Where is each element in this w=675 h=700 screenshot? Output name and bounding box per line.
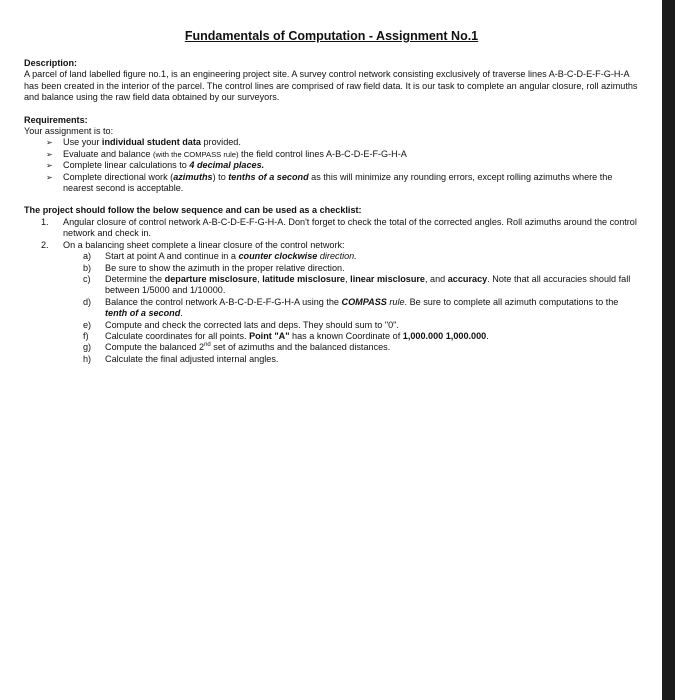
requirement-item: ➢ Complete directional work (azimuths) to tenths of a second as this will minimize any rounding errors, except rolling azimuths where the nearest second is acceptable. [46,171,613,194]
arrow-bullet-icon: ➢ [46,161,53,171]
requirements-intro: Your assignment is to: [24,126,114,137]
requirement-item: ➢ Complete linear calculations to 4 decimal places. [46,160,265,171]
sub-step: a) Start at point A and continue in a counter clockwise direction. [83,251,357,262]
requirements-heading: Requirements: [24,114,88,125]
description-section [24,58,639,104]
sub-step: d) Balance the control network A-B-C-D-E-F-G-H-A using the COMPASS rule. Be sure to complete all azimuth computations to the tenth of a second. [83,296,619,319]
sub-step: b) Be sure to show the azimuth in the proper relative direction. [83,262,345,273]
page-edge-shadow [662,0,675,700]
arrow-bullet-icon: ➢ [46,149,53,159]
description-text: A parcel of land labelled figure no.1, is an engineering project site. A survey control network consisting exclusively of traverse lines A-B-C-D-E-F-G-H-A has been created in the interior of the parcel. The control lines are comprised of raw field data. It is our task to complete an angular closure, roll azimuths and balance using the raw field data obtained by our surveyors. [24,69,638,103]
requirements-list [24,137,639,194]
sub-step: c) Determine the departure misclosure, latitude misclosure, linear misclosure, and accuracy. Note that all accuracies should fall between 1/5000 and 1/10000. [83,273,631,296]
sub-step-list [63,251,639,365]
sub-step: f) Calculate coordinates for all points. Point "A" has a known Coordinate of 1,000.000 1,000.000. [83,330,489,341]
requirement-item: ➢ Use your individual student data provided. [46,137,241,148]
arrow-bullet-icon: ➢ [46,138,53,148]
sequence-step: 2. On a balancing sheet complete a linear closure of the control network: a) Start at point A and continue in a counter clockwise direction. b) Be sure to show the azimuth in the proper relative direction. c) Determine the departure misclosure, latitude misclosure, linear misclosure, and accuracy. Note that all accuracies should fall between 1/5000 and 1/10000. d) Balance the control network A-B-C-D-E-F-G-H-A using the COMPASS rule. Be sure to complete all azimuth computations to the tenth of a second. e) Compute and check the corrected lats and deps. They should sum to "0". f) Calculate coordinates for all points. Point "A" has a known Coordinate of 1,000.000 1,000.000. g) Compute the balanced 2nd set of azimuths and the balanced distances. h) Calculate the final adjusted internal angles. [41,240,639,365]
sub-step: h) Calculate the final adjusted internal angles. [83,353,279,364]
description-heading: Description: [24,58,78,68]
sub-step: g) Compute the balanced 2nd set of azimuths and the balanced distances. [83,342,391,353]
sequence-heading: The project should follow the below sequence and can be used as a checklist: [24,205,362,216]
sequence-step: 1. Angular closure of control network A-B-C-D-E-F-G-H-A. Don't forget to check the total of the corrected angles. Roll azimuths around the control network and check in. [41,216,637,239]
sequence-list [24,217,639,365]
page-title: Fundamentals of Computation - Assignment No.1 [184,29,479,43]
document-page [24,28,639,365]
arrow-bullet-icon: ➢ [46,172,53,182]
sub-step: e) Compute and check the corrected lats and deps. They should sum to "0". [83,319,399,330]
requirements-section [24,115,639,195]
sequence-section [24,205,639,365]
requirement-item: ➢ Evaluate and balance (with the COMPASS rule) the field control lines A-B-C-D-E-F-G-H-A [46,148,407,159]
